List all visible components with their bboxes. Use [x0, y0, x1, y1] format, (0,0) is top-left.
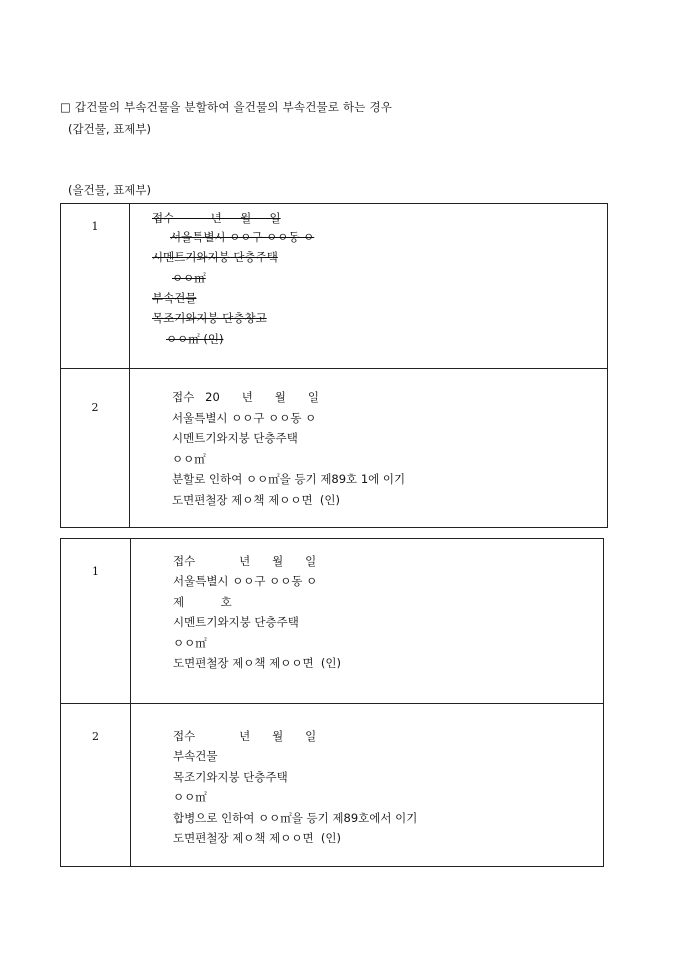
eul-building-table	[60, 203, 608, 528]
entry-line-struck: ㅇㅇ㎡	[172, 271, 206, 285]
entry-line: 접수 년 월 일	[173, 729, 317, 743]
entry-line: 접수 년 월 일	[173, 554, 317, 568]
row-number-cell	[61, 539, 131, 704]
entry-line: 분할로 인하여 ㅇㅇ㎡을 등기 제89호 1에 이기	[172, 472, 406, 486]
row-number: 2	[91, 401, 99, 414]
table-row	[61, 204, 608, 369]
subheading-gap-title: (갑건물, 표제부)	[68, 122, 151, 136]
row-number: 1	[91, 220, 99, 233]
entry-line-struck: ㅇㅇ㎡ (인)	[166, 332, 224, 346]
entry-line-struck: 접수 년 월 일	[152, 211, 281, 225]
entry-line: 시멘트기와지붕 단층주택	[173, 615, 299, 629]
entry-line: ㅇㅇ㎡	[172, 452, 206, 466]
entry-line-struck: 부속건물	[152, 291, 197, 305]
entry-line: 도면편철장 제ㅇ책 제ㅇㅇ면 (인)	[173, 656, 342, 670]
subheading-eul-title: (을건물, 표제부)	[68, 183, 151, 197]
row-number-cell	[61, 369, 130, 528]
entry-line: 서울특별시 ㅇㅇ구 ㅇㅇ동 ㅇ	[172, 411, 317, 425]
gap-building-table	[60, 538, 604, 867]
table-row	[61, 369, 608, 528]
entry-line-struck: 시멘트기와지붕 단층주택	[152, 250, 278, 264]
entry-line-struck: 서울특별시 ㅇㅇ구 ㅇㅇ동 ㅇ	[170, 230, 315, 244]
entry-cell	[131, 704, 604, 867]
entry-cell	[130, 204, 608, 369]
entry-line: 도면편철장 제ㅇ책 제ㅇㅇ면 (인)	[173, 831, 342, 845]
entry-cell	[130, 369, 608, 528]
row-number-cell	[61, 704, 131, 867]
row-number-cell	[61, 204, 130, 369]
entry-line: 제 호	[173, 595, 232, 609]
table-row	[61, 704, 604, 867]
row-number: 2	[92, 730, 99, 743]
entry-line: 접수 20 년 월 일	[172, 390, 319, 404]
entry-line: 서울특별시 ㅇㅇ구 ㅇㅇ동 ㅇ	[173, 574, 318, 588]
entry-line: 도면편철장 제ㅇ책 제ㅇㅇ면 (인)	[172, 493, 341, 507]
row-number: 1	[92, 565, 99, 578]
entry-line: 시멘트기와지붕 단층주택	[172, 431, 298, 445]
entry-cell	[131, 539, 604, 704]
entry-line: ㅇㅇ㎡	[173, 636, 207, 650]
table-row	[61, 539, 604, 704]
section-heading: □ 갑건물의 부속건물을 분할하여 을건물의 부속건물로 하는 경우	[60, 100, 393, 114]
entry-line: 목조기와지붕 단층주택	[173, 770, 288, 784]
entry-line-struck: 목조기와지붕 단층창고	[152, 311, 267, 325]
entry-line: 합병으로 인하여 ㅇㅇ㎡을 등기 제89호에서 이기	[173, 811, 418, 825]
entry-line: 부속건물	[173, 749, 218, 763]
entry-line: ㅇㅇ㎡	[173, 790, 207, 804]
